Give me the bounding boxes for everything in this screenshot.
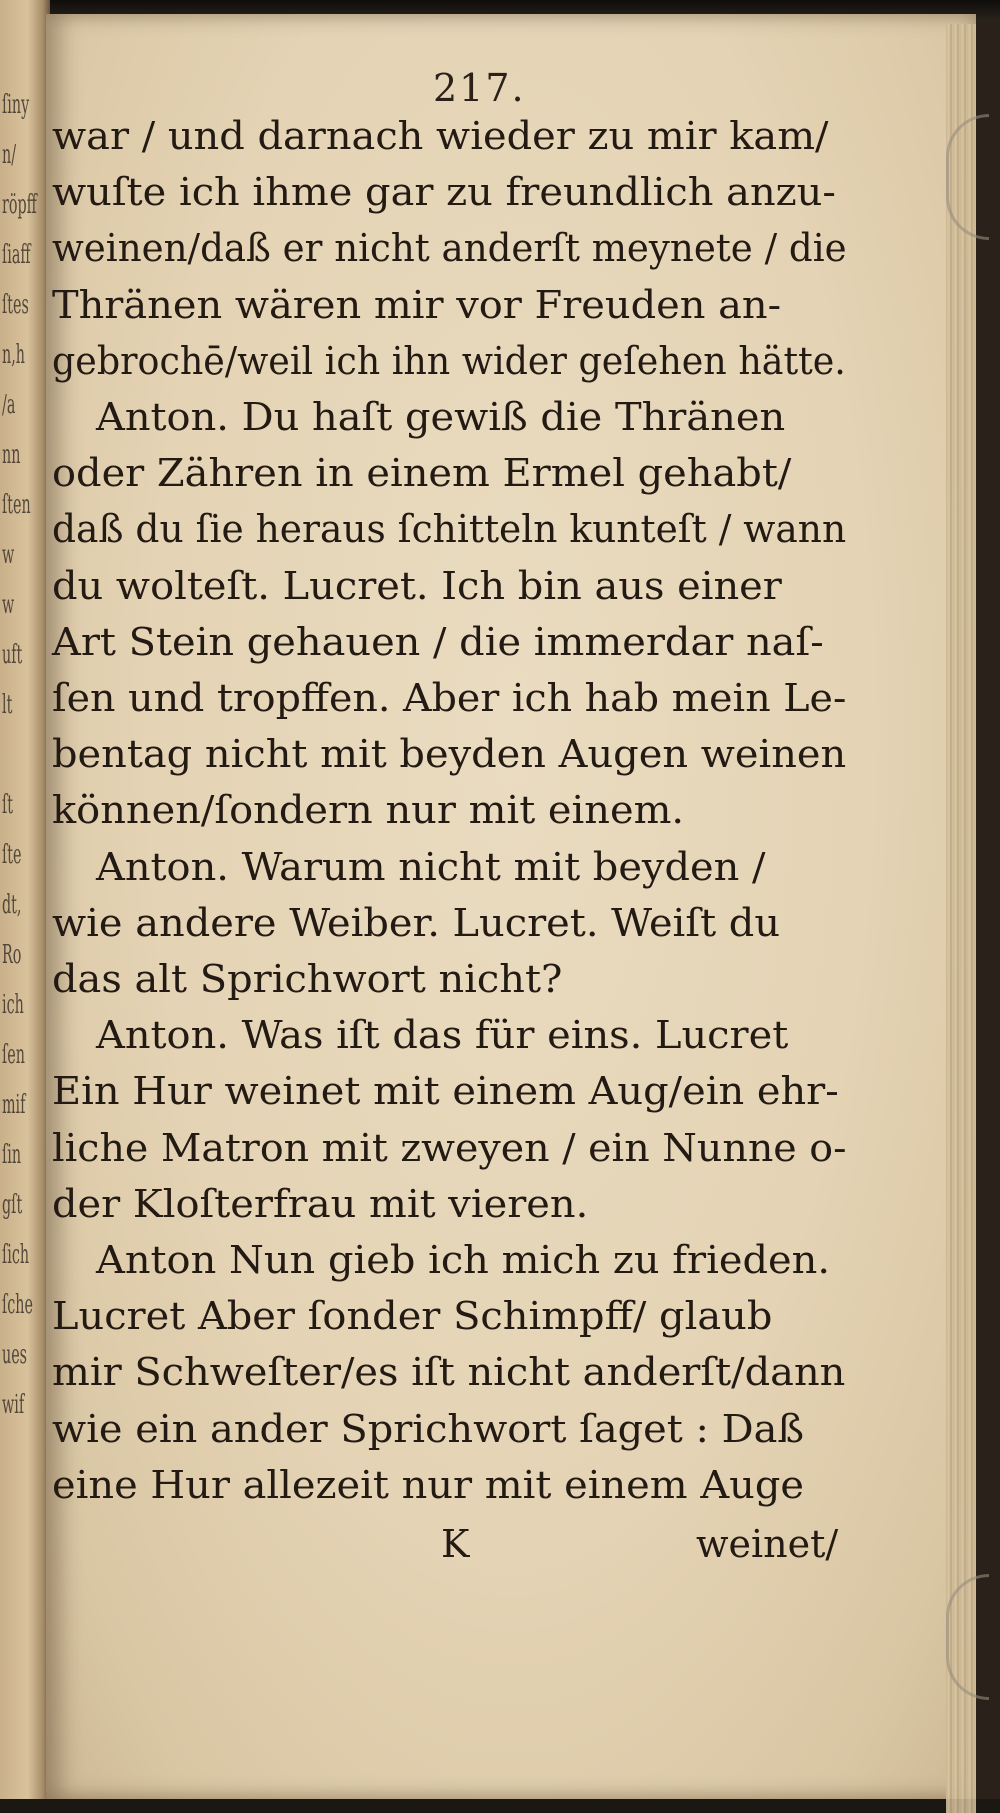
page-number: 217. (433, 66, 526, 110)
text-line: weinen/daß er nicht anderſt meynete / die (52, 226, 847, 271)
binding-clip-bottom (946, 1574, 989, 1700)
book-page (46, 14, 976, 1799)
text-line: Anton. Warum nicht mit beyden / (96, 844, 766, 889)
text-line: mir Schweſter/es iſt nicht anderſt/dann (52, 1350, 846, 1395)
signature-mark: K (441, 1522, 470, 1566)
text-line: Lucret Aber ſonder Schimpff/ glaub (52, 1294, 773, 1339)
catchword: weinet/ (696, 1522, 839, 1566)
facing-page-fragment: ſin (2, 1140, 22, 1170)
text-line: liche Matron mit zweyen / ein Nunne o- (52, 1125, 847, 1170)
page-edge-stack (946, 24, 976, 1813)
text-line: Ein Hur weinet mit einem Aug/ein ehr- (52, 1069, 839, 1114)
text-line: gebrochē/weil ich ihn wider geſehen hätte. (52, 338, 846, 383)
text-line: war / und darnach wieder zu mir kam/ (52, 114, 829, 158)
facing-page-fragment: ich (2, 990, 24, 1020)
facing-page-fragment: n,h (2, 340, 25, 370)
text-line: eine Hur allezeit nur mit einem Auge (52, 1462, 804, 1507)
binding-clip-top (946, 114, 989, 240)
facing-page-fragment: lt (2, 690, 13, 720)
facing-page-fragment: dt, (2, 890, 22, 920)
facing-page-edge (0, 0, 50, 1799)
facing-page-fragment: /a (2, 390, 16, 420)
facing-page-fragment: ſich (2, 1240, 30, 1270)
text-line: oder Zähren in einem Ermel gehabt/ (52, 451, 792, 496)
text-line: das alt Sprichwort nicht? (52, 957, 563, 1001)
facing-page-fragment: wif (2, 1390, 25, 1420)
facing-page-fragment: n/ (2, 140, 17, 170)
facing-page-fragment: ues (2, 1340, 28, 1370)
text-line: der Kloſterfrau mit vieren. (52, 1181, 589, 1226)
facing-page-fragment: nn (2, 440, 21, 470)
facing-page-fragment: ſiaff (2, 240, 31, 270)
facing-page-fragment: röpff (2, 190, 37, 220)
facing-page-fragment: ſche (2, 1290, 33, 1320)
facing-page-fragment: ſtes (2, 290, 29, 320)
facing-page-fragment: mif (2, 1090, 26, 1120)
text-line: du wolteſt. Lucret. Ich bin aus einer (52, 563, 782, 608)
facing-page-fragment: ſiny (2, 90, 30, 120)
facing-page-fragment: ſte (2, 840, 22, 870)
facing-page-fragment: Ro (2, 940, 22, 970)
text-line: Anton. Was iſt das für eins. Lucret (96, 1013, 789, 1058)
text-line: bentag nicht mit beyden Augen weinen (52, 732, 847, 777)
text-line: daß du ſie heraus ſchitteln kunteſt / wann (52, 507, 847, 552)
text-line: Anton Nun gieb ich mich zu frieden. (96, 1238, 831, 1282)
text-line: Art Stein gehauen / die immerdar naſ- (52, 619, 824, 664)
text-line: ſen und tropffen. Aber ich hab mein Le- (52, 676, 847, 720)
facing-page-fragment: w (2, 590, 15, 620)
facing-page-fragment: ſten (2, 490, 31, 520)
facing-page-fragment: uft (2, 640, 23, 670)
facing-page-fragment: w (2, 540, 15, 570)
text-line: wie andere Weiber. Lucret. Weiſt du (52, 900, 781, 945)
text-line: Thränen wären mir vor Freuden an- (52, 282, 782, 327)
text-line: wie ein ander Sprichwort ſaget : Daß (52, 1406, 805, 1451)
text-line: können/ſondern nur mit einem. (52, 788, 685, 833)
text-line: wuſte ich ihme gar zu freundlich anzu- (52, 170, 836, 215)
facing-page-fragment: gſt (2, 1190, 23, 1220)
facing-page-fragment: ſt (2, 790, 14, 820)
facing-page-fragment: ſen (2, 1040, 25, 1070)
text-line: Anton. Du haſt gewiß die Thränen (96, 395, 786, 439)
